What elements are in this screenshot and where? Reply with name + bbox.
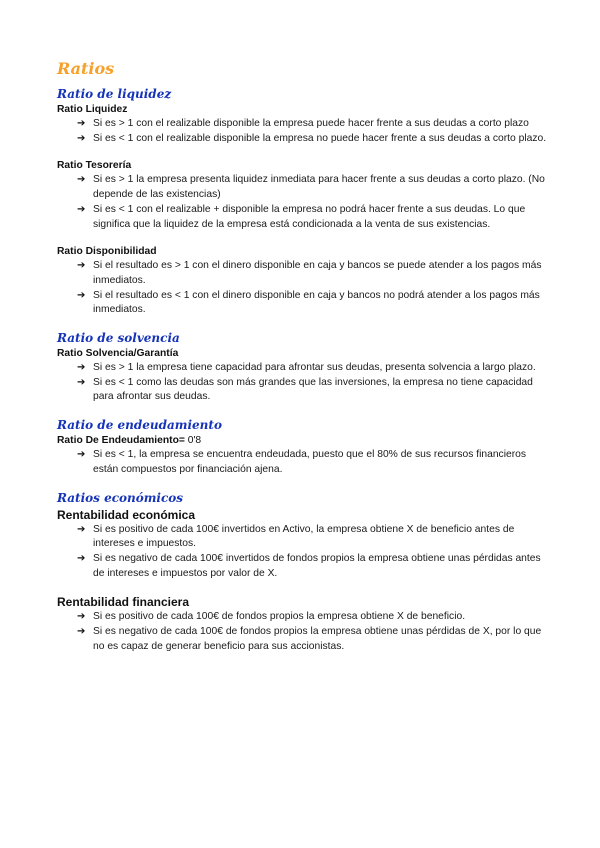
arrow-icon: ➔ — [77, 523, 86, 535]
list-item — [57, 552, 552, 581]
list-item — [57, 117, 552, 132]
block-ratio-liquidez — [57, 103, 552, 146]
block-title-text: Ratio De Endeudamiento= — [57, 435, 185, 447]
section-liquidez — [57, 87, 552, 318]
arrow-icon: ➔ — [77, 449, 86, 461]
block-title — [57, 159, 552, 173]
block-title-value: 0'8 — [184, 435, 202, 447]
arrow-icon: ➔ — [77, 362, 86, 374]
list-item-text: Si es < 1 con el realizable disponible la empresa no puede hacer frente a sus deudas a corto plazo. — [93, 132, 547, 144]
section-title: Ratio de endeudamiento — [57, 418, 222, 433]
section-solvencia — [57, 331, 552, 405]
section-title: Ratio de liquidez — [57, 87, 172, 101]
block-title-text: Ratio Liquidez — [57, 104, 128, 115]
list-item — [57, 132, 552, 147]
arrow-icon: ➔ — [77, 626, 86, 638]
section-title: Ratio de solvencia — [57, 331, 180, 346]
arrow-icon: ➔ — [77, 376, 86, 388]
arrow-icon: ➔ — [77, 289, 86, 301]
block-title — [57, 507, 552, 523]
block-title-text: Ratio Tesorería — [57, 160, 132, 172]
block-title-text: Ratio Disponibilidad — [57, 246, 157, 258]
block-title-text: Rentabilidad financiera — [57, 595, 190, 610]
list-item-text: Si es < 1 con el realizable + disponible la empresa no podrá hacer frente a sus deudas. Lo que significa que la liquidez de la empresa está condicionada a la venta de sus existencias. — [93, 203, 526, 230]
block-ratio-disponibilidad — [57, 245, 552, 318]
bullet-list — [57, 259, 552, 318]
bullet-list — [57, 117, 552, 146]
section-endeudamiento — [57, 418, 552, 477]
list-item-text: Si es positivo de cada 100€ invertidos en Activo, la empresa obtiene X de beneficio antes de intereses e impuestos. — [93, 523, 515, 550]
list-item — [57, 610, 552, 625]
section-economicos — [57, 491, 552, 655]
arrow-icon: ➔ — [77, 552, 86, 564]
list-item-text: Si es negativo de cada 100€ de fondos propios la empresa obtiene unas pérdidas de X, por lo que no es capaz de generar beneficio para sus accionistas. — [93, 626, 542, 652]
bullet-list — [57, 448, 552, 477]
list-item — [57, 173, 552, 202]
list-item-text: Si es > 1 la empresa tiene capacidad para afrontar sus deudas, presenta solvencia a largo plazo. — [93, 362, 536, 374]
list-item — [57, 376, 552, 405]
block-ratio-solvencia — [57, 347, 552, 405]
section-title: Ratios económicos — [57, 490, 184, 505]
arrow-icon: ➔ — [77, 118, 86, 129]
block-title-text: Ratio Solvencia/Garantía — [57, 348, 179, 360]
block-rentabilidad-financiera — [57, 594, 552, 654]
list-item — [57, 625, 552, 654]
list-item-text: Si es negativo de cada 100€ invertidos de fondos propios la empresa obtiene unas pérdidas antes de intereses e impuestos por valor de X. — [93, 552, 541, 579]
block-ratio-tesoreria — [57, 159, 552, 232]
bullet-list — [57, 523, 552, 582]
bullet-list — [57, 173, 552, 232]
list-item — [57, 259, 552, 288]
arrow-icon: ➔ — [77, 203, 86, 215]
list-item-text: Si es > 1 con el realizable disponible la empresa puede hacer frente a sus deudas a corto plazo — [93, 118, 529, 129]
arrow-icon: ➔ — [77, 611, 86, 623]
block-ratio-endeudamiento — [57, 434, 552, 477]
list-item — [57, 523, 552, 552]
block-title — [57, 245, 552, 259]
block-title — [57, 434, 552, 448]
bullet-list — [57, 610, 552, 654]
list-item-text: Si es positivo de cada 100€ de fondos propios la empresa obtiene X de beneficio. — [93, 611, 466, 623]
list-item — [57, 361, 552, 376]
arrow-icon: ➔ — [77, 132, 86, 144]
block-title-text: Rentabilidad económica — [57, 507, 196, 522]
block-title — [57, 594, 552, 610]
list-item-text: Si es > 1 la empresa presenta liquidez inmediata para hacer frente a sus deudas a corto plazo. (No depende de las existencias) — [93, 174, 545, 201]
list-item — [57, 448, 552, 477]
block-title — [57, 103, 552, 117]
list-item-text: Si el resultado es < 1 con el dinero disponible en caja y bancos no podrá atender a los pagos más inmediatos. — [93, 289, 540, 316]
list-item — [57, 203, 552, 232]
list-item-text: Si el resultado es > 1 con el dinero disponible en caja y bancos se puede atender a los pagos más inmediatos. — [93, 260, 542, 286]
block-rentabilidad-economica — [57, 507, 552, 582]
document-title: Ratios — [57, 59, 115, 78]
bullet-list — [57, 361, 552, 405]
list-item-text: Si es < 1 como las deudas son más grandes que las inversiones, la empresa no tiene capacidad para afrontar sus deudas. — [93, 376, 533, 403]
list-item — [57, 289, 552, 318]
list-item-text: Si es < 1, la empresa se encuentra endeudada, puesto que el 80% de sus recursos financieros están compuestos por financiación ajena. — [93, 449, 527, 475]
arrow-icon: ➔ — [77, 260, 86, 272]
arrow-icon: ➔ — [77, 174, 86, 186]
block-title — [57, 347, 552, 361]
